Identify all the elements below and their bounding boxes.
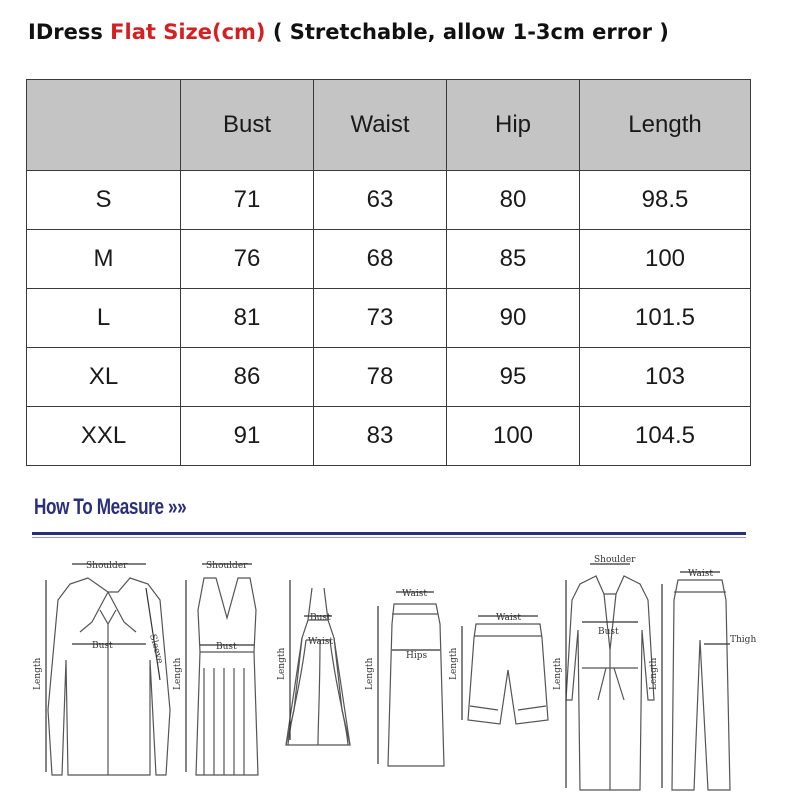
heading-rule — [32, 532, 746, 535]
hip-cell: 95 — [447, 348, 580, 407]
table-row — [27, 230, 751, 289]
waist-label: Waist — [402, 589, 427, 599]
how-to-measure-text: How To Measure — [34, 494, 164, 519]
trousers-illustration — [662, 572, 730, 790]
size-table — [26, 79, 751, 466]
v-neck-dress-illustration — [186, 564, 258, 775]
shorts-illustration — [462, 616, 548, 724]
sleeve-label: Sleeve — [147, 633, 165, 665]
length-cell: 101.5 — [580, 289, 751, 348]
blouse-illustration — [46, 564, 170, 775]
size-label: M — [27, 230, 181, 289]
heading-rule-thin — [32, 537, 746, 538]
title-brand: IDress — [28, 20, 103, 44]
waist-label: Waist — [496, 613, 521, 623]
coat-dress-illustration — [566, 564, 654, 790]
waist-label: Waist — [688, 569, 713, 579]
length-label: Length — [649, 657, 659, 690]
bust-cell: 71 — [181, 171, 314, 230]
header-cell-length: Length — [580, 80, 751, 171]
title-note: ( Stretchable, allow 1-3cm error ) — [272, 20, 669, 44]
bust-label: Bust — [92, 641, 113, 651]
bust-cell: 86 — [181, 348, 314, 407]
title-flat-size: Flat Size(cm) — [110, 20, 266, 44]
header-cell-bust: Bust — [181, 80, 314, 171]
size-label: XXL — [27, 407, 181, 466]
bust-cell: 76 — [181, 230, 314, 289]
length-label: Length — [449, 647, 459, 680]
bust-label: Bust — [598, 627, 619, 637]
length-cell: 103 — [580, 348, 751, 407]
length-label: Length — [553, 657, 563, 690]
header-cell-hip: Hip — [447, 80, 580, 171]
page-title — [28, 14, 669, 50]
shoulder-label: Shoulder — [206, 561, 248, 571]
header-cell-waist: Waist — [314, 80, 447, 171]
header-cell-corner — [27, 80, 181, 171]
size-label: S — [27, 171, 181, 230]
length-cell: 100 — [580, 230, 751, 289]
waist-label: Waist — [308, 637, 333, 647]
bust-label: Bust — [310, 613, 331, 623]
waist-cell: 78 — [314, 348, 447, 407]
bust-label: Bust — [216, 642, 237, 652]
table-header-row — [27, 80, 751, 171]
length-cell: 104.5 — [580, 407, 751, 466]
how-to-measure-illustrations — [0, 540, 800, 800]
length-label: Length — [33, 657, 43, 690]
bust-cell: 81 — [181, 289, 314, 348]
pencil-skirt-illustration — [378, 592, 444, 766]
table-row — [27, 348, 751, 407]
thigh-label: Thigh — [730, 635, 757, 645]
hips-label: Hips — [406, 651, 428, 661]
waist-cell: 68 — [314, 230, 447, 289]
chevrons-icon: »» — [168, 494, 187, 519]
length-label: Length — [277, 647, 287, 680]
hip-cell: 100 — [447, 407, 580, 466]
table-row — [27, 407, 751, 466]
size-label: XL — [27, 348, 181, 407]
length-cell: 98.5 — [580, 171, 751, 230]
table-row — [27, 289, 751, 348]
hip-cell: 90 — [447, 289, 580, 348]
shoulder-label: Shoulder — [594, 555, 636, 565]
size-label: L — [27, 289, 181, 348]
slip-dress-illustration — [286, 580, 350, 745]
table-row — [27, 171, 751, 230]
length-label: Length — [365, 657, 375, 690]
hip-cell: 80 — [447, 171, 580, 230]
waist-cell: 63 — [314, 171, 447, 230]
how-to-measure-heading — [34, 494, 186, 520]
bust-cell: 91 — [181, 407, 314, 466]
waist-cell: 73 — [314, 289, 447, 348]
shoulder-label: Shoulder — [86, 561, 128, 571]
waist-cell: 83 — [314, 407, 447, 466]
length-label: Length — [173, 657, 183, 690]
hip-cell: 85 — [447, 230, 580, 289]
